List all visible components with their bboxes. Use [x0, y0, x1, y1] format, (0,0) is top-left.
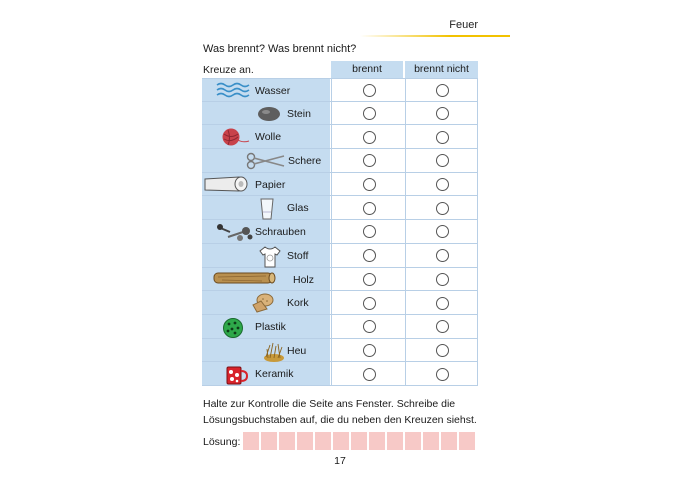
cell-brennt: [331, 244, 405, 267]
cell-brennt-nicht: [405, 339, 478, 362]
wood-log-icon: [212, 270, 276, 291]
cell-brennt: [331, 125, 405, 148]
question-heading: Was brennt? Was brennt nicht?: [203, 43, 357, 55]
label-cell: [202, 339, 330, 362]
cell-brennt: [331, 291, 405, 314]
cell-brennt: [331, 196, 405, 219]
water-waves-icon: [216, 81, 250, 104]
checkbox-brennt[interactable]: [363, 107, 376, 120]
paper-roll-icon: [203, 175, 249, 198]
table-row-heu: [202, 339, 478, 363]
topic-title: Feuer: [449, 19, 478, 31]
table-row-keramik: [202, 362, 478, 386]
stone-icon: [257, 104, 281, 127]
table-row-stoff: [202, 244, 478, 268]
label-cell: [202, 220, 330, 243]
table-row-plastik: [202, 315, 478, 339]
checkbox-brennt[interactable]: [363, 84, 376, 97]
solution-box[interactable]: [423, 432, 439, 450]
solution-box[interactable]: [297, 432, 313, 450]
label-cell: [202, 79, 330, 101]
page-header: [330, 15, 510, 37]
checkbox-brennt[interactable]: [363, 178, 376, 191]
checkbox-brennt-nicht[interactable]: [436, 344, 449, 357]
cell-brennt-nicht: [405, 125, 478, 148]
material-label: Holz: [293, 273, 315, 286]
table-row-holz: [202, 268, 478, 292]
label-cell: [202, 196, 330, 219]
cell-brennt-nicht: [405, 173, 478, 196]
material-label: Schrauben: [255, 226, 306, 239]
cell-brennt-nicht: [405, 149, 478, 172]
cell-brennt-nicht: [405, 362, 478, 385]
material-label: Plastik: [255, 320, 286, 333]
checkbox-brennt[interactable]: [363, 273, 376, 286]
checkbox-brennt[interactable]: [363, 297, 376, 310]
material-label: Schere: [288, 155, 322, 168]
material-label: Glas: [287, 202, 309, 215]
label-cell: [202, 315, 330, 338]
cell-brennt-nicht: [405, 196, 478, 219]
checkbox-brennt-nicht[interactable]: [436, 273, 449, 286]
label-cell: [202, 125, 330, 148]
material-label: Keramik: [255, 368, 294, 381]
cell-brennt-nicht: [405, 291, 478, 314]
page-number: 17: [334, 455, 346, 467]
label-cell: [202, 362, 330, 385]
cell-brennt: [331, 268, 405, 291]
cell-brennt: [331, 173, 405, 196]
solution-box[interactable]: [261, 432, 277, 450]
checkbox-brennt-nicht[interactable]: [436, 178, 449, 191]
header-divider: [360, 35, 510, 37]
checkbox-brennt-nicht[interactable]: [436, 368, 449, 381]
solution-boxes: [243, 432, 477, 450]
column-header-brennt-nicht: brennt nicht: [405, 61, 478, 78]
checkbox-brennt[interactable]: [363, 131, 376, 144]
checkbox-brennt[interactable]: [363, 249, 376, 262]
table-row-schere: [202, 149, 478, 173]
cell-brennt: [331, 339, 405, 362]
solution-box[interactable]: [459, 432, 475, 450]
checkbox-brennt-nicht[interactable]: [436, 297, 449, 310]
solution-label: Lösung:: [203, 436, 241, 448]
checkbox-brennt[interactable]: [363, 320, 376, 333]
cell-brennt: [331, 315, 405, 338]
cell-brennt-nicht: [405, 244, 478, 267]
solution-box[interactable]: [387, 432, 403, 450]
label-cell: [202, 149, 330, 172]
solution-box[interactable]: [369, 432, 385, 450]
table-row-wolle: [202, 125, 478, 149]
cell-brennt-nicht: [405, 315, 478, 338]
table-row-schrauben: [202, 220, 478, 244]
solution-box[interactable]: [243, 432, 259, 450]
material-label: Stoff: [287, 249, 309, 262]
cell-brennt-nicht: [405, 220, 478, 243]
ceramic-mug-icon: [224, 364, 248, 391]
table-row-glas: [202, 196, 478, 220]
cell-brennt: [331, 149, 405, 172]
material-label: Kork: [287, 297, 309, 310]
checkbox-brennt-nicht[interactable]: [436, 225, 449, 238]
table-row-wasser: [202, 78, 478, 102]
checkbox-brennt[interactable]: [363, 225, 376, 238]
table-row-papier: [202, 173, 478, 197]
checkbox-brennt[interactable]: [363, 368, 376, 381]
label-cell: [202, 291, 330, 314]
solution-box[interactable]: [279, 432, 295, 450]
material-label: Wasser: [255, 85, 291, 97]
instructions-line-1: Halte zur Kontrolle die Seite ans Fenster. Schreibe die: [203, 398, 456, 410]
checkbox-brennt[interactable]: [363, 344, 376, 357]
material-table: [202, 60, 478, 386]
cell-brennt: [331, 220, 405, 243]
cell-brennt-nicht: [405, 79, 478, 101]
solution-box[interactable]: [405, 432, 421, 450]
table-body: [202, 78, 478, 386]
column-header-brennt: brennt: [331, 61, 403, 78]
checkbox-brennt-nicht[interactable]: [436, 107, 449, 120]
solution-box[interactable]: [315, 432, 331, 450]
solution-box[interactable]: [441, 432, 457, 450]
checkbox-brennt-nicht[interactable]: [436, 202, 449, 215]
checkbox-brennt-nicht[interactable]: [436, 154, 449, 167]
instructions-line-2: Lösungsbuchstaben auf, die du neben den Kreuzen siehst.: [203, 414, 477, 426]
solution-box[interactable]: [351, 432, 367, 450]
solution-box[interactable]: [333, 432, 349, 450]
material-label: Wolle: [255, 131, 282, 144]
table-row-kork: [202, 291, 478, 315]
cell-brennt-nicht: [405, 102, 478, 125]
checkbox-brennt[interactable]: [363, 154, 376, 167]
checkbox-brennt-nicht[interactable]: [436, 320, 449, 333]
material-label: Papier: [255, 178, 286, 191]
checkbox-brennt-nicht[interactable]: [436, 249, 449, 262]
checkbox-brennt-nicht[interactable]: [436, 131, 449, 144]
label-cell: [202, 244, 330, 267]
cell-brennt: [331, 362, 405, 385]
checkbox-brennt[interactable]: [363, 202, 376, 215]
cell-brennt-nicht: [405, 268, 478, 291]
table-header-row: [202, 60, 478, 78]
material-label: Heu: [287, 344, 307, 357]
table-instruction: Kreuze an.: [203, 64, 254, 76]
label-cell: [202, 268, 330, 291]
label-cell: [202, 173, 330, 196]
checkbox-brennt-nicht[interactable]: [436, 84, 449, 97]
material-label: Stein: [287, 107, 311, 120]
cell-brennt: [331, 102, 405, 125]
table-row-stein: [202, 102, 478, 126]
control-instructions: [203, 396, 493, 428]
cell-brennt: [331, 79, 405, 101]
label-cell: [202, 102, 330, 125]
